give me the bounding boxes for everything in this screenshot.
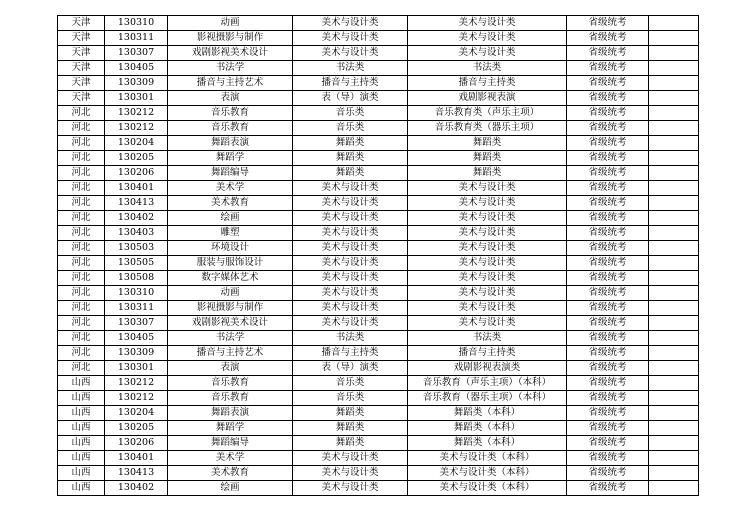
major-name-cell: 表演: [168, 91, 293, 106]
exam-subcategory-cell: 戏剧影视表演类: [408, 361, 567, 376]
exam-subcategory-cell: 舞蹈类（本科）: [408, 421, 567, 436]
table-row: [58, 286, 699, 301]
note-cell: [649, 31, 699, 46]
major-code-cell: 130212: [105, 121, 168, 136]
table-row: [58, 421, 699, 436]
exam-subcategory-cell: 音乐教育类（声乐主项）: [408, 106, 567, 121]
major-name-cell: 影视摄影与制作: [168, 301, 293, 316]
exam-type-cell: 省级统考: [567, 301, 649, 316]
exam-subcategory-cell: 美术与设计类: [408, 301, 567, 316]
province-cell: 山西: [58, 421, 105, 436]
exam-subcategory-cell: 美术与设计类: [408, 271, 567, 286]
exam-type-cell: 省级统考: [567, 406, 649, 421]
table-row: [58, 16, 699, 31]
major-code-cell: 130405: [105, 331, 168, 346]
exam-type-cell: 省级统考: [567, 91, 649, 106]
exam-category-cell: 书法类: [293, 331, 408, 346]
major-name-cell: 雕塑: [168, 226, 293, 241]
province-cell: 天津: [58, 31, 105, 46]
province-cell: 河北: [58, 241, 105, 256]
major-code-cell: 130401: [105, 451, 168, 466]
exam-subcategory-cell: 书法类: [408, 331, 567, 346]
exam-type-cell: 省级统考: [567, 61, 649, 76]
major-name-cell: 舞蹈编导: [168, 166, 293, 181]
province-cell: 天津: [58, 76, 105, 91]
exam-subcategory-cell: 音乐教育（声乐主项）（本科）: [408, 376, 567, 391]
exam-type-cell: 省级统考: [567, 346, 649, 361]
province-cell: 河北: [58, 166, 105, 181]
exam-category-cell: 舞蹈类: [293, 421, 408, 436]
note-cell: [649, 76, 699, 91]
table-row: [58, 376, 699, 391]
exam-subcategory-cell: 美术与设计类: [408, 196, 567, 211]
major-code-cell: 130206: [105, 436, 168, 451]
note-cell: [649, 151, 699, 166]
province-cell: 天津: [58, 91, 105, 106]
major-name-cell: 美术学: [168, 181, 293, 196]
province-cell: 河北: [58, 286, 105, 301]
exam-category-cell: 音乐类: [293, 106, 408, 121]
table-row: [58, 166, 699, 181]
exam-subcategory-cell: 美术与设计类（本科）: [408, 451, 567, 466]
exam-subcategory-cell: 美术与设计类: [408, 16, 567, 31]
exam-subcategory-cell: 美术与设计类: [408, 211, 567, 226]
major-code-cell: 130204: [105, 136, 168, 151]
exam-category-cell: 美术与设计类: [293, 211, 408, 226]
exam-subcategory-cell: 美术与设计类: [408, 46, 567, 61]
note-cell: [649, 106, 699, 121]
major-name-cell: 数字媒体艺术: [168, 271, 293, 286]
exam-subcategory-cell: 音乐教育（器乐主项）（本科）: [408, 391, 567, 406]
note-cell: [649, 136, 699, 151]
major-code-cell: 130401: [105, 181, 168, 196]
note-cell: [649, 286, 699, 301]
exam-category-cell: 美术与设计类: [293, 451, 408, 466]
major-code-cell: 130212: [105, 391, 168, 406]
table-row: [58, 211, 699, 226]
exam-type-cell: 省级统考: [567, 451, 649, 466]
table-row: [58, 316, 699, 331]
exam-subcategory-cell: 舞蹈类（本科）: [408, 436, 567, 451]
major-code-cell: 130206: [105, 166, 168, 181]
major-code-cell: 130505: [105, 256, 168, 271]
province-cell: 河北: [58, 136, 105, 151]
exam-category-cell: 美术与设计类: [293, 316, 408, 331]
major-code-cell: 130212: [105, 106, 168, 121]
major-code-cell: 130311: [105, 31, 168, 46]
exam-type-cell: 省级统考: [567, 481, 649, 496]
table-row: [58, 406, 699, 421]
major-name-cell: 动画: [168, 286, 293, 301]
exam-subcategory-cell: 播音与主持类: [408, 346, 567, 361]
exam-category-cell: 美术与设计类: [293, 226, 408, 241]
major-name-cell: 舞蹈学: [168, 421, 293, 436]
note-cell: [649, 451, 699, 466]
exam-type-cell: 省级统考: [567, 76, 649, 91]
major-code-cell: 130205: [105, 421, 168, 436]
major-code-cell: 130301: [105, 91, 168, 106]
exam-subcategory-cell: 音乐教育类（器乐主项）: [408, 121, 567, 136]
table-row: [58, 61, 699, 76]
note-cell: [649, 241, 699, 256]
exam-subcategory-cell: 舞蹈类: [408, 166, 567, 181]
note-cell: [649, 391, 699, 406]
note-cell: [649, 256, 699, 271]
table-row: [58, 241, 699, 256]
exam-type-cell: 省级统考: [567, 31, 649, 46]
exam-subcategory-cell: 戏剧影视表演: [408, 91, 567, 106]
exam-category-cell: 舞蹈类: [293, 166, 408, 181]
exam-category-cell: 播音与主持类: [293, 76, 408, 91]
province-cell: 河北: [58, 106, 105, 121]
exam-type-cell: 省级统考: [567, 106, 649, 121]
exam-category-cell: 美术与设计类: [293, 286, 408, 301]
major-code-cell: 130307: [105, 316, 168, 331]
major-code-cell: 130301: [105, 361, 168, 376]
exam-subcategory-cell: 美术与设计类（本科）: [408, 466, 567, 481]
province-cell: 河北: [58, 121, 105, 136]
note-cell: [649, 226, 699, 241]
exam-category-cell: 美术与设计类: [293, 196, 408, 211]
table-row: [58, 46, 699, 61]
exam-category-cell: 美术与设计类: [293, 481, 408, 496]
major-name-cell: 戏剧影视美术设计: [168, 46, 293, 61]
exam-category-cell: 舞蹈类: [293, 406, 408, 421]
note-cell: [649, 166, 699, 181]
province-cell: 河北: [58, 226, 105, 241]
table-row: [58, 226, 699, 241]
major-code-cell: 130309: [105, 76, 168, 91]
table-row: [58, 466, 699, 481]
table-row: [58, 436, 699, 451]
major-name-cell: 音乐教育: [168, 106, 293, 121]
note-cell: [649, 331, 699, 346]
major-code-cell: 130402: [105, 211, 168, 226]
exam-category-cell: 音乐类: [293, 376, 408, 391]
major-name-cell: 表演: [168, 361, 293, 376]
major-name-cell: 美术学: [168, 451, 293, 466]
province-cell: 山西: [58, 481, 105, 496]
table-row: [58, 151, 699, 166]
admissions-table: [57, 15, 699, 496]
note-cell: [649, 61, 699, 76]
province-cell: 河北: [58, 196, 105, 211]
major-name-cell: 环境设计: [168, 241, 293, 256]
note-cell: [649, 271, 699, 286]
table-row: [58, 301, 699, 316]
exam-subcategory-cell: 舞蹈类（本科）: [408, 406, 567, 421]
province-cell: 河北: [58, 361, 105, 376]
note-cell: [649, 196, 699, 211]
note-cell: [649, 316, 699, 331]
exam-category-cell: 舞蹈类: [293, 436, 408, 451]
exam-type-cell: 省级统考: [567, 361, 649, 376]
note-cell: [649, 466, 699, 481]
major-name-cell: 绘画: [168, 211, 293, 226]
major-name-cell: 舞蹈学: [168, 151, 293, 166]
major-name-cell: 舞蹈表演: [168, 136, 293, 151]
province-cell: 山西: [58, 466, 105, 481]
table-row: [58, 391, 699, 406]
province-cell: 天津: [58, 61, 105, 76]
exam-category-cell: 美术与设计类: [293, 466, 408, 481]
note-cell: [649, 91, 699, 106]
major-name-cell: 舞蹈表演: [168, 406, 293, 421]
note-cell: [649, 376, 699, 391]
note-cell: [649, 16, 699, 31]
province-cell: 河北: [58, 346, 105, 361]
exam-type-cell: 省级统考: [567, 316, 649, 331]
major-code-cell: 130402: [105, 481, 168, 496]
table-row: [58, 121, 699, 136]
note-cell: [649, 211, 699, 226]
table-row: [58, 31, 699, 46]
major-code-cell: 130212: [105, 376, 168, 391]
exam-type-cell: 省级统考: [567, 376, 649, 391]
exam-category-cell: 播音与主持类: [293, 346, 408, 361]
province-cell: 山西: [58, 436, 105, 451]
exam-category-cell: 美术与设计类: [293, 271, 408, 286]
major-name-cell: 播音与主持艺术: [168, 76, 293, 91]
major-name-cell: 动画: [168, 16, 293, 31]
exam-type-cell: 省级统考: [567, 436, 649, 451]
exam-subcategory-cell: 书法类: [408, 61, 567, 76]
exam-subcategory-cell: 舞蹈类: [408, 136, 567, 151]
major-code-cell: 130205: [105, 151, 168, 166]
note-cell: [649, 421, 699, 436]
exam-type-cell: 省级统考: [567, 286, 649, 301]
table-row: [58, 271, 699, 286]
table-body: [58, 16, 699, 496]
note-cell: [649, 436, 699, 451]
exam-subcategory-cell: 播音与主持类: [408, 76, 567, 91]
exam-subcategory-cell: 美术与设计类（本科）: [408, 481, 567, 496]
major-name-cell: 美术教育: [168, 196, 293, 211]
exam-type-cell: 省级统考: [567, 271, 649, 286]
major-name-cell: 音乐教育: [168, 121, 293, 136]
exam-category-cell: 美术与设计类: [293, 31, 408, 46]
exam-category-cell: 美术与设计类: [293, 301, 408, 316]
province-cell: 天津: [58, 46, 105, 61]
table-row: [58, 481, 699, 496]
note-cell: [649, 301, 699, 316]
exam-type-cell: 省级统考: [567, 256, 649, 271]
table-row: [58, 91, 699, 106]
exam-category-cell: 美术与设计类: [293, 256, 408, 271]
exam-subcategory-cell: 美术与设计类: [408, 256, 567, 271]
exam-type-cell: 省级统考: [567, 331, 649, 346]
province-cell: 河北: [58, 331, 105, 346]
major-name-cell: 舞蹈编导: [168, 436, 293, 451]
exam-category-cell: 美术与设计类: [293, 16, 408, 31]
major-name-cell: 音乐教育: [168, 376, 293, 391]
note-cell: [649, 481, 699, 496]
table-row: [58, 346, 699, 361]
table-row: [58, 256, 699, 271]
exam-category-cell: 美术与设计类: [293, 46, 408, 61]
major-code-cell: 130310: [105, 16, 168, 31]
note-cell: [649, 346, 699, 361]
note-cell: [649, 181, 699, 196]
province-cell: 山西: [58, 391, 105, 406]
exam-category-cell: 表（导）演类: [293, 91, 408, 106]
exam-type-cell: 省级统考: [567, 466, 649, 481]
note-cell: [649, 46, 699, 61]
exam-category-cell: 舞蹈类: [293, 151, 408, 166]
province-cell: 山西: [58, 406, 105, 421]
exam-category-cell: 舞蹈类: [293, 136, 408, 151]
major-name-cell: 服装与服饰设计: [168, 256, 293, 271]
table-row: [58, 361, 699, 376]
exam-type-cell: 省级统考: [567, 211, 649, 226]
exam-type-cell: 省级统考: [567, 166, 649, 181]
note-cell: [649, 361, 699, 376]
note-cell: [649, 121, 699, 136]
table-row: [58, 106, 699, 121]
major-code-cell: 130309: [105, 346, 168, 361]
major-code-cell: 130503: [105, 241, 168, 256]
table-row: [58, 136, 699, 151]
exam-type-cell: 省级统考: [567, 241, 649, 256]
note-cell: [649, 406, 699, 421]
major-code-cell: 130204: [105, 406, 168, 421]
major-name-cell: 书法学: [168, 61, 293, 76]
exam-type-cell: 省级统考: [567, 391, 649, 406]
major-code-cell: 130403: [105, 226, 168, 241]
exam-subcategory-cell: 美术与设计类: [408, 31, 567, 46]
exam-category-cell: 音乐类: [293, 391, 408, 406]
exam-subcategory-cell: 美术与设计类: [408, 286, 567, 301]
major-code-cell: 130405: [105, 61, 168, 76]
exam-type-cell: 省级统考: [567, 196, 649, 211]
major-code-cell: 130413: [105, 466, 168, 481]
exam-type-cell: 省级统考: [567, 226, 649, 241]
province-cell: 山西: [58, 451, 105, 466]
exam-subcategory-cell: 美术与设计类: [408, 226, 567, 241]
exam-category-cell: 表（导）演类: [293, 361, 408, 376]
province-cell: 河北: [58, 316, 105, 331]
exam-type-cell: 省级统考: [567, 136, 649, 151]
table-row: [58, 451, 699, 466]
exam-type-cell: 省级统考: [567, 121, 649, 136]
province-cell: 山西: [58, 376, 105, 391]
exam-subcategory-cell: 美术与设计类: [408, 316, 567, 331]
exam-category-cell: 美术与设计类: [293, 241, 408, 256]
exam-type-cell: 省级统考: [567, 421, 649, 436]
exam-category-cell: 美术与设计类: [293, 181, 408, 196]
province-cell: 天津: [58, 16, 105, 31]
major-code-cell: 130310: [105, 286, 168, 301]
exam-type-cell: 省级统考: [567, 16, 649, 31]
exam-type-cell: 省级统考: [567, 46, 649, 61]
major-code-cell: 130307: [105, 46, 168, 61]
major-name-cell: 绘画: [168, 481, 293, 496]
major-name-cell: 美术教育: [168, 466, 293, 481]
major-name-cell: 书法学: [168, 331, 293, 346]
exam-subcategory-cell: 舞蹈类: [408, 151, 567, 166]
major-name-cell: 音乐教育: [168, 391, 293, 406]
exam-category-cell: 书法类: [293, 61, 408, 76]
table-row: [58, 181, 699, 196]
table-row: [58, 196, 699, 211]
province-cell: 河北: [58, 151, 105, 166]
exam-category-cell: 音乐类: [293, 121, 408, 136]
province-cell: 河北: [58, 271, 105, 286]
province-cell: 河北: [58, 211, 105, 226]
exam-type-cell: 省级统考: [567, 151, 649, 166]
exam-subcategory-cell: 美术与设计类: [408, 181, 567, 196]
province-cell: 河北: [58, 181, 105, 196]
exam-type-cell: 省级统考: [567, 181, 649, 196]
major-name-cell: 影视摄影与制作: [168, 31, 293, 46]
province-cell: 河北: [58, 256, 105, 271]
major-code-cell: 130311: [105, 301, 168, 316]
major-code-cell: 130508: [105, 271, 168, 286]
major-name-cell: 戏剧影视美术设计: [168, 316, 293, 331]
table-row: [58, 331, 699, 346]
major-code-cell: 130413: [105, 196, 168, 211]
table-row: [58, 76, 699, 91]
exam-subcategory-cell: 美术与设计类: [408, 241, 567, 256]
province-cell: 河北: [58, 301, 105, 316]
major-name-cell: 播音与主持艺术: [168, 346, 293, 361]
